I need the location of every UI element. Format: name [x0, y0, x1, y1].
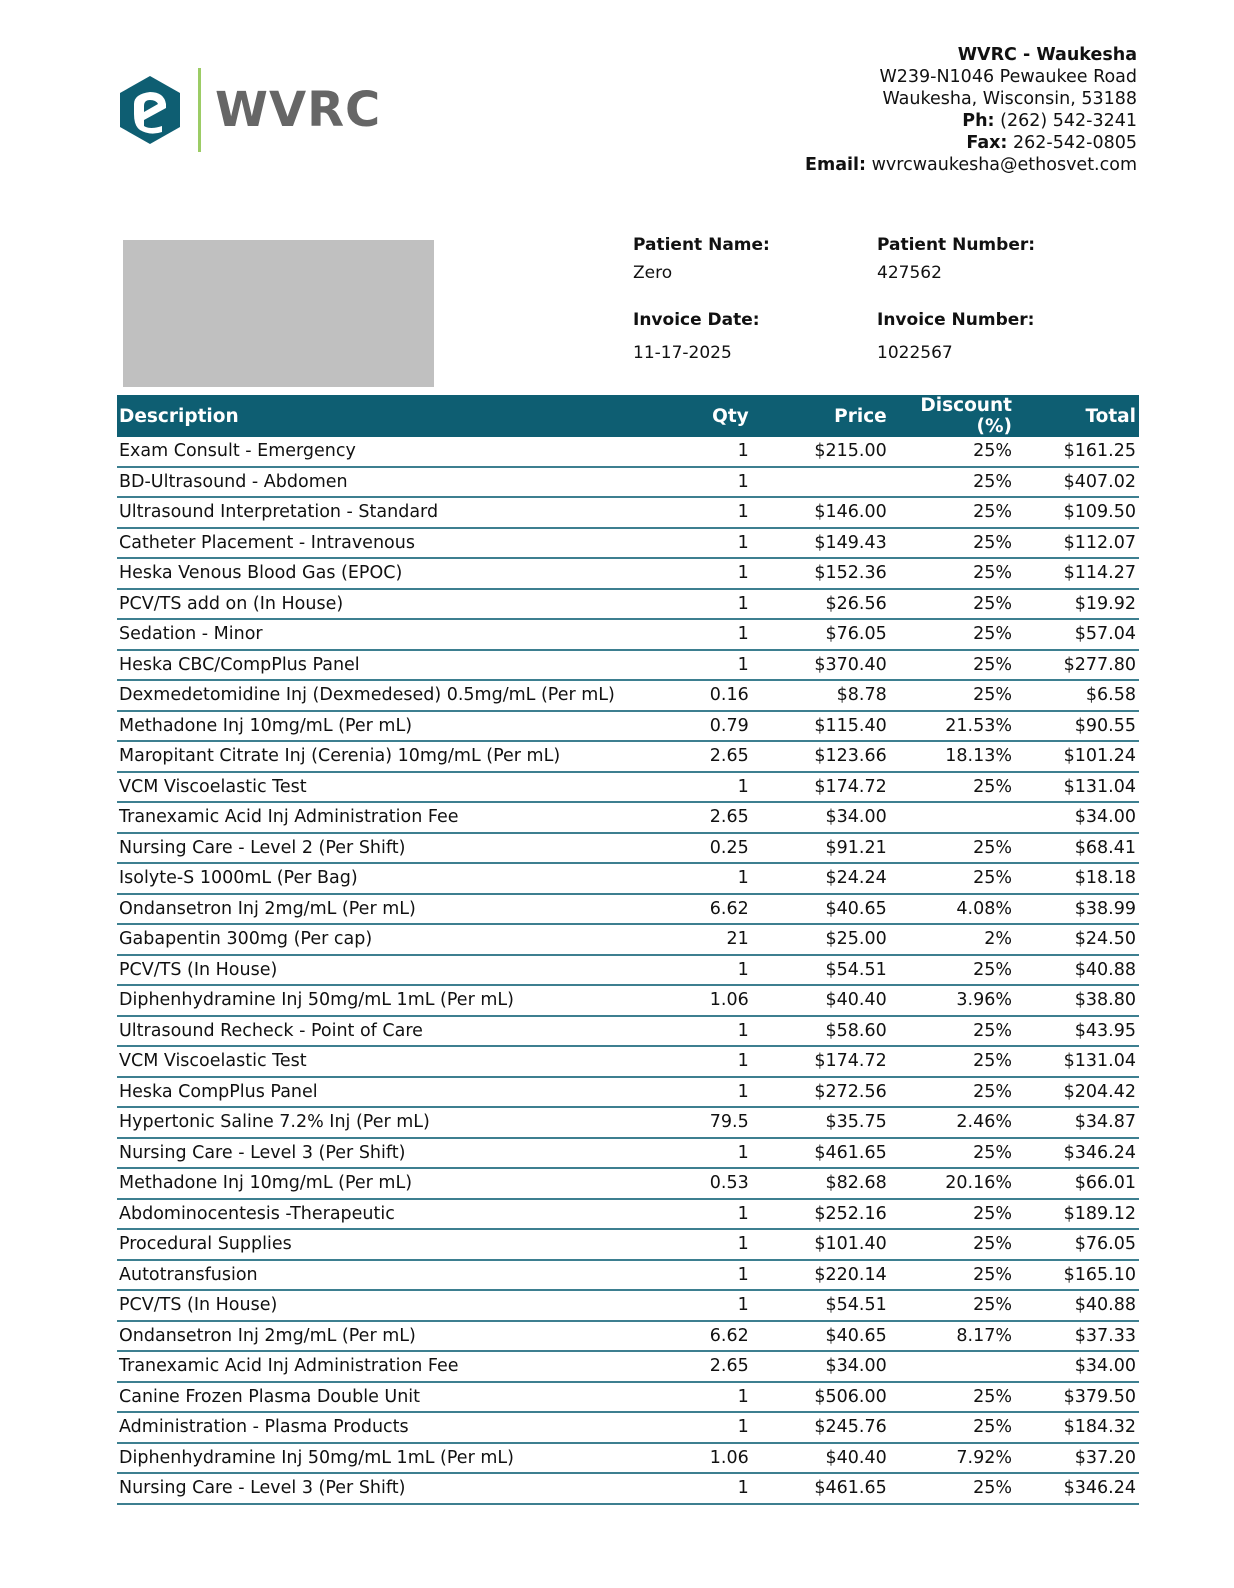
line-price: $461.65 [766, 1138, 890, 1169]
line-price: $461.65 [766, 1473, 890, 1504]
line-discount [890, 802, 1015, 833]
table-row [117, 1138, 1139, 1169]
line-qty: 2.65 [658, 802, 766, 833]
line-total: $38.80 [1015, 985, 1139, 1016]
table-row [117, 711, 1139, 742]
clinic-logo [118, 68, 381, 152]
line-qty: 1 [658, 1260, 766, 1291]
line-price: $54.51 [766, 955, 890, 986]
redacted-client-address [123, 240, 434, 387]
line-qty: 2.65 [658, 1351, 766, 1382]
table-row [117, 1290, 1139, 1321]
line-price [766, 467, 890, 498]
line-total: $24.50 [1015, 924, 1139, 955]
line-total: $38.99 [1015, 894, 1139, 925]
line-discount: 25% [890, 619, 1015, 650]
line-discount: 25% [890, 1473, 1015, 1504]
line-discount: 25% [890, 1016, 1015, 1047]
line-total: $34.00 [1015, 1351, 1139, 1382]
line-price: $152.36 [766, 558, 890, 589]
line-price: $24.24 [766, 863, 890, 894]
line-qty: 1 [658, 1290, 766, 1321]
line-description: VCM Viscoelastic Test [117, 1046, 658, 1077]
line-price: $252.16 [766, 1199, 890, 1230]
line-price: $40.40 [766, 1443, 890, 1474]
line-total: $18.18 [1015, 863, 1139, 894]
fax-value: 262-542-0805 [1013, 133, 1137, 153]
line-price: $506.00 [766, 1382, 890, 1413]
table-row [117, 1077, 1139, 1108]
patient-name-label: Patient Name: [633, 235, 770, 255]
line-description: Nursing Care - Level 3 (Per Shift) [117, 1138, 658, 1169]
line-discount: 25% [890, 1412, 1015, 1443]
line-description: Autotransfusion [117, 1260, 658, 1291]
table-row [117, 1473, 1139, 1504]
line-total: $165.10 [1015, 1260, 1139, 1291]
line-description: Abdominocentesis -Therapeutic [117, 1199, 658, 1230]
table-row [117, 1016, 1139, 1047]
line-price: $115.40 [766, 711, 890, 742]
line-qty: 1.06 [658, 1443, 766, 1474]
patient-name-block [633, 235, 770, 283]
line-discount: 25% [890, 955, 1015, 986]
line-discount: 25% [890, 437, 1015, 467]
line-description: Heska Venous Blood Gas (EPOC) [117, 558, 658, 589]
line-qty: 6.62 [658, 1321, 766, 1352]
line-price: $8.78 [766, 680, 890, 711]
table-row [117, 680, 1139, 711]
line-description: Isolyte-S 1000mL (Per Bag) [117, 863, 658, 894]
patient-number-label: Patient Number: [877, 235, 1036, 255]
table-row [117, 955, 1139, 986]
line-price: $370.40 [766, 650, 890, 681]
line-qty: 1 [658, 1473, 766, 1504]
invoice-line-items-table [117, 395, 1139, 1505]
table-row [117, 863, 1139, 894]
line-total: $189.12 [1015, 1199, 1139, 1230]
line-description: PCV/TS (In House) [117, 955, 658, 986]
line-discount: 25% [890, 497, 1015, 528]
line-description: Methadone Inj 10mg/mL (Per mL) [117, 1168, 658, 1199]
table-row [117, 1046, 1139, 1077]
line-total: $346.24 [1015, 1138, 1139, 1169]
invoice-date-value: 11-17-2025 [633, 343, 732, 363]
line-qty: 1 [658, 1199, 766, 1230]
line-discount: 8.17% [890, 1321, 1015, 1352]
line-price: $54.51 [766, 1290, 890, 1321]
patient-number-value: 427562 [877, 263, 942, 283]
patient-number-block [877, 235, 1035, 283]
line-description: Heska CBC/CompPlus Panel [117, 650, 658, 681]
email-value: wvrcwaukesha@ethosvet.com [871, 155, 1137, 175]
line-price: $40.40 [766, 985, 890, 1016]
line-price: $123.66 [766, 741, 890, 772]
line-discount: 25% [890, 1290, 1015, 1321]
line-qty: 1 [658, 863, 766, 894]
line-total: $131.04 [1015, 1046, 1139, 1077]
line-description: Nursing Care - Level 2 (Per Shift) [117, 833, 658, 864]
line-description: PCV/TS add on (In House) [117, 589, 658, 620]
line-total: $90.55 [1015, 711, 1139, 742]
line-discount: 25% [890, 1046, 1015, 1077]
line-discount: 25% [890, 1199, 1015, 1230]
invoice-number-value: 1022567 [877, 343, 953, 363]
line-price: $245.76 [766, 1412, 890, 1443]
line-price: $76.05 [766, 619, 890, 650]
line-price: $82.68 [766, 1168, 890, 1199]
table-row [117, 1412, 1139, 1443]
line-description: Catheter Placement - Intravenous [117, 528, 658, 559]
line-description: Tranexamic Acid Inj Administration Fee [117, 1351, 658, 1382]
line-discount: 25% [890, 680, 1015, 711]
line-total: $37.33 [1015, 1321, 1139, 1352]
line-description: Maropitant Citrate Inj (Cerenia) 10mg/mL (Per mL) [117, 741, 658, 772]
line-qty: 1 [658, 1016, 766, 1047]
line-qty: 1 [658, 1077, 766, 1108]
line-qty: 1 [658, 650, 766, 681]
line-total: $6.58 [1015, 680, 1139, 711]
line-qty: 1 [658, 497, 766, 528]
line-discount: 21.53% [890, 711, 1015, 742]
line-description: Nursing Care - Level 3 (Per Shift) [117, 1473, 658, 1504]
table-row [117, 1443, 1139, 1474]
line-description: Diphenhydramine Inj 50mg/mL 1mL (Per mL) [117, 1443, 658, 1474]
line-price: $26.56 [766, 589, 890, 620]
email-label: Email: [805, 155, 867, 175]
line-discount: 25% [890, 528, 1015, 559]
line-total: $76.05 [1015, 1229, 1139, 1260]
column-header-price: Price [766, 395, 890, 437]
table-row [117, 833, 1139, 864]
line-description: Ultrasound Recheck - Point of Care [117, 1016, 658, 1047]
line-description: VCM Viscoelastic Test [117, 772, 658, 803]
line-total: $34.00 [1015, 802, 1139, 833]
table-row [117, 589, 1139, 620]
line-total: $57.04 [1015, 619, 1139, 650]
line-price: $35.75 [766, 1107, 890, 1138]
line-description: Ondansetron Inj 2mg/mL (Per mL) [117, 894, 658, 925]
line-description: Tranexamic Acid Inj Administration Fee [117, 802, 658, 833]
table-row [117, 894, 1139, 925]
column-header-description: Description [117, 395, 658, 437]
line-total: $112.07 [1015, 528, 1139, 559]
line-description: PCV/TS (In House) [117, 1290, 658, 1321]
line-qty: 1.06 [658, 985, 766, 1016]
line-price: $40.65 [766, 894, 890, 925]
line-discount: 7.92% [890, 1443, 1015, 1474]
table-row [117, 802, 1139, 833]
table-row [117, 1229, 1139, 1260]
table-row [117, 1168, 1139, 1199]
column-header-qty: Qty [658, 395, 766, 437]
line-discount: 25% [890, 1138, 1015, 1169]
line-price: $220.14 [766, 1260, 890, 1291]
table-row [117, 772, 1139, 803]
table-row [117, 528, 1139, 559]
fax-line [805, 132, 1137, 154]
line-total: $407.02 [1015, 467, 1139, 498]
line-price: $25.00 [766, 924, 890, 955]
line-qty: 1 [658, 1412, 766, 1443]
line-discount: 25% [890, 1382, 1015, 1413]
table-row [117, 1107, 1139, 1138]
line-price: $58.60 [766, 1016, 890, 1047]
line-total: $37.20 [1015, 1443, 1139, 1474]
line-qty: 1 [658, 528, 766, 559]
line-total: $277.80 [1015, 650, 1139, 681]
line-description: Exam Consult - Emergency [117, 437, 658, 467]
line-description: Procedural Supplies [117, 1229, 658, 1260]
line-price: $174.72 [766, 1046, 890, 1077]
line-qty: 2.65 [658, 741, 766, 772]
phone-line [805, 110, 1137, 132]
line-qty: 1 [658, 558, 766, 589]
table-row [117, 558, 1139, 589]
line-total: $114.27 [1015, 558, 1139, 589]
line-total: $184.32 [1015, 1412, 1139, 1443]
line-discount: 25% [890, 589, 1015, 620]
line-discount: 3.96% [890, 985, 1015, 1016]
email-line [805, 154, 1137, 176]
table-row [117, 1260, 1139, 1291]
line-total: $34.87 [1015, 1107, 1139, 1138]
line-discount: 20.16% [890, 1168, 1015, 1199]
line-qty: 6.62 [658, 894, 766, 925]
line-discount: 25% [890, 1260, 1015, 1291]
table-row [117, 1199, 1139, 1230]
line-price: $149.43 [766, 528, 890, 559]
line-description: Gabapentin 300mg (Per cap) [117, 924, 658, 955]
table-row [117, 924, 1139, 955]
line-total: $109.50 [1015, 497, 1139, 528]
table-row [117, 1351, 1139, 1382]
line-discount: 25% [890, 772, 1015, 803]
line-discount: 2.46% [890, 1107, 1015, 1138]
line-qty: 1 [658, 437, 766, 467]
table-header-row [117, 395, 1139, 437]
line-qty: 0.79 [658, 711, 766, 742]
table-row [117, 985, 1139, 1016]
line-description: Ondansetron Inj 2mg/mL (Per mL) [117, 1321, 658, 1352]
line-description: Methadone Inj 10mg/mL (Per mL) [117, 711, 658, 742]
table-row [117, 497, 1139, 528]
line-qty: 0.53 [658, 1168, 766, 1199]
patient-name-value: Zero [633, 263, 673, 283]
clinic-name: WVRC - Waukesha [957, 45, 1137, 65]
line-price: $272.56 [766, 1077, 890, 1108]
address-line-2: Waukesha, Wisconsin, 53188 [882, 89, 1137, 109]
line-qty: 1 [658, 1229, 766, 1260]
line-qty: 1 [658, 772, 766, 803]
invoice-number-block [877, 310, 1034, 363]
line-qty: 79.5 [658, 1107, 766, 1138]
line-description: Canine Frozen Plasma Double Unit [117, 1382, 658, 1413]
column-header-discount: Discount (%) [890, 395, 1015, 437]
table-row [117, 437, 1139, 467]
table-row [117, 1382, 1139, 1413]
line-price: $101.40 [766, 1229, 890, 1260]
line-qty: 0.25 [658, 833, 766, 864]
line-price: $34.00 [766, 1351, 890, 1382]
logo-divider [198, 68, 201, 152]
line-price: $174.72 [766, 772, 890, 803]
line-qty: 1 [658, 1382, 766, 1413]
table-row [117, 619, 1139, 650]
line-discount: 2% [890, 924, 1015, 955]
line-description: Diphenhydramine Inj 50mg/mL 1mL (Per mL) [117, 985, 658, 1016]
line-description: Administration - Plasma Products [117, 1412, 658, 1443]
fax-label: Fax: [966, 133, 1008, 153]
line-discount: 25% [890, 558, 1015, 589]
line-description: Heska CompPlus Panel [117, 1077, 658, 1108]
line-description: Hypertonic Saline 7.2% Inj (Per mL) [117, 1107, 658, 1138]
line-discount: 18.13% [890, 741, 1015, 772]
line-qty: 1 [658, 1138, 766, 1169]
line-qty: 1 [658, 955, 766, 986]
invoice-number-label: Invoice Number: [877, 310, 1035, 330]
ethos-e-hexagon-icon [118, 74, 182, 146]
logo-text: WVRC [215, 82, 382, 138]
line-total: $40.88 [1015, 1290, 1139, 1321]
line-total: $346.24 [1015, 1473, 1139, 1504]
address-line-1: W239-N1046 Pewaukee Road [879, 67, 1137, 87]
line-discount: 25% [890, 467, 1015, 498]
line-discount: 25% [890, 1077, 1015, 1108]
line-discount: 25% [890, 863, 1015, 894]
line-discount: 4.08% [890, 894, 1015, 925]
line-discount: 25% [890, 833, 1015, 864]
line-total: $161.25 [1015, 437, 1139, 467]
line-discount: 25% [890, 650, 1015, 681]
line-price: $40.65 [766, 1321, 890, 1352]
line-total: $66.01 [1015, 1168, 1139, 1199]
line-total: $131.04 [1015, 772, 1139, 803]
table-row [117, 467, 1139, 498]
line-total: $43.95 [1015, 1016, 1139, 1047]
line-description: Ultrasound Interpretation - Standard [117, 497, 658, 528]
line-total: $19.92 [1015, 589, 1139, 620]
table-row [117, 1321, 1139, 1352]
line-discount: 25% [890, 1229, 1015, 1260]
phone-label: Ph: [962, 111, 995, 131]
phone-value: (262) 542-3241 [1000, 111, 1137, 131]
clinic-contact-block [805, 44, 1137, 176]
line-total: $204.42 [1015, 1077, 1139, 1108]
line-description: Sedation - Minor [117, 619, 658, 650]
table-row [117, 741, 1139, 772]
table-row [117, 650, 1139, 681]
line-qty: 1 [658, 589, 766, 620]
invoice-date-block [633, 310, 760, 363]
line-description: BD-Ultrasound - Abdomen [117, 467, 658, 498]
line-price: $146.00 [766, 497, 890, 528]
line-price: $215.00 [766, 437, 890, 467]
line-price: $34.00 [766, 802, 890, 833]
line-qty: 21 [658, 924, 766, 955]
line-qty: 1 [658, 467, 766, 498]
line-total: $101.24 [1015, 741, 1139, 772]
line-total: $379.50 [1015, 1382, 1139, 1413]
line-qty: 1 [658, 1046, 766, 1077]
column-header-total: Total [1015, 395, 1139, 437]
line-qty: 0.16 [658, 680, 766, 711]
line-total: $40.88 [1015, 955, 1139, 986]
line-discount [890, 1351, 1015, 1382]
line-price: $91.21 [766, 833, 890, 864]
line-description: Dexmedetomidine Inj (Dexmedesed) 0.5mg/mL (Per mL) [117, 680, 658, 711]
line-total: $68.41 [1015, 833, 1139, 864]
invoice-date-label: Invoice Date: [633, 310, 760, 330]
line-qty: 1 [658, 619, 766, 650]
